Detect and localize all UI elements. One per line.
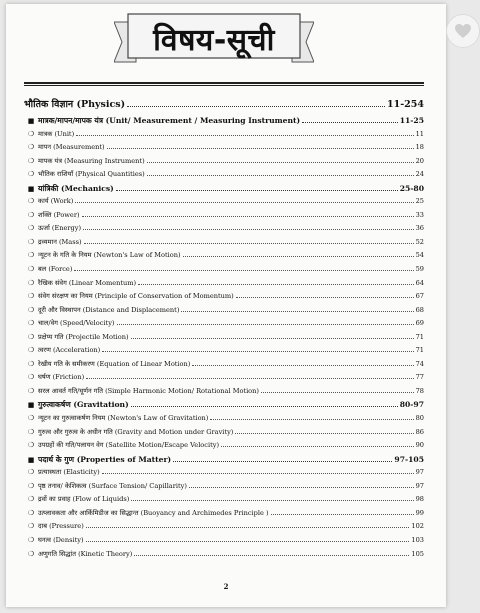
toc-item-title: मापन (Measurement) bbox=[38, 143, 105, 152]
circle-bullet-icon: ❍ bbox=[27, 522, 35, 531]
toc-item-page: 33 bbox=[415, 210, 424, 219]
toc-item-title: अणुगति सिद्धांत (Kinetic Theory) bbox=[38, 549, 133, 558]
toc-item[interactable] bbox=[24, 209, 424, 223]
toc-item-title: न्यूटन का गुरुत्वाकर्षण नियम (Newton's Law of Gravitation) bbox=[38, 414, 209, 423]
toc-item-page: 67 bbox=[415, 292, 424, 301]
toc-item-page: 77 bbox=[415, 373, 424, 382]
heart-icon bbox=[454, 23, 472, 39]
toc-item-title: उपग्रहों की गति/पलायन वेग (Satellite Motion/Escape Velocity) bbox=[38, 441, 220, 450]
circle-bullet-icon: ❍ bbox=[27, 319, 35, 328]
toc-item[interactable] bbox=[24, 263, 424, 277]
toc-item-title: संवेग संरक्षण का नियम (Principle of Conservation of Momentum) bbox=[38, 292, 234, 301]
dot-leader bbox=[107, 142, 414, 149]
toc-item-title: दाब (Pressure) bbox=[38, 522, 84, 531]
toc-item-title: मात्रक (Unit) bbox=[38, 129, 75, 138]
toc-item[interactable] bbox=[24, 507, 424, 521]
toc-item[interactable] bbox=[24, 317, 424, 331]
toc-item-title: न्यूटन के गति के नियम (Newton's Law of Motion) bbox=[38, 251, 181, 260]
dot-leader bbox=[138, 278, 413, 285]
toc-item[interactable] bbox=[24, 548, 424, 562]
toc-item[interactable] bbox=[24, 385, 424, 399]
dot-leader bbox=[102, 345, 413, 352]
square-bullet-icon: ■ bbox=[27, 454, 35, 464]
dot-leader bbox=[189, 481, 414, 488]
toc-item[interactable] bbox=[24, 371, 424, 385]
dot-leader bbox=[82, 210, 414, 217]
toc-item[interactable] bbox=[24, 466, 424, 480]
dot-leader bbox=[86, 535, 410, 542]
circle-bullet-icon: ❍ bbox=[27, 414, 35, 423]
dot-leader bbox=[261, 386, 414, 393]
circle-bullet-icon: ❍ bbox=[27, 386, 35, 395]
toc-item-page: 71 bbox=[415, 346, 424, 355]
dot-leader bbox=[117, 318, 414, 325]
toc-item-page: 105 bbox=[411, 549, 424, 558]
table-of-contents bbox=[24, 96, 424, 561]
dot-leader bbox=[86, 372, 413, 379]
title-banner bbox=[114, 12, 314, 66]
toc-item-page: 90 bbox=[415, 441, 424, 450]
circle-bullet-icon: ❍ bbox=[27, 278, 35, 287]
dot-leader bbox=[131, 494, 413, 501]
toc-item-page: 24 bbox=[415, 170, 424, 179]
square-bullet-icon: ■ bbox=[27, 400, 35, 410]
divider bbox=[24, 85, 424, 86]
circle-bullet-icon: ❍ bbox=[27, 170, 35, 179]
toc-item[interactable] bbox=[24, 155, 424, 169]
toc-item[interactable] bbox=[24, 520, 424, 534]
toc-item-title: रेखीय गति के समीकरण (Equation of Linear Motion) bbox=[38, 359, 191, 368]
toc-item-title: मापक यंत्र (Measuring Instrument) bbox=[38, 156, 145, 165]
toc-item-page: 86 bbox=[415, 427, 424, 436]
dot-leader bbox=[192, 359, 413, 366]
toc-item-title: गुरुत्व और गुरुत्व के अधीन गति (Gravity and Motion under Gravity) bbox=[38, 427, 234, 436]
dot-leader bbox=[221, 440, 414, 447]
toc-item-title: त्वरण (Acceleration) bbox=[38, 346, 101, 355]
toc-item[interactable] bbox=[24, 480, 424, 494]
toc-section-pages: 11-25 bbox=[399, 116, 424, 125]
toc-item[interactable] bbox=[24, 141, 424, 155]
circle-bullet-icon: ❍ bbox=[27, 468, 35, 477]
toc-section-entry[interactable] bbox=[24, 114, 424, 128]
toc-item-page: 78 bbox=[415, 386, 424, 395]
toc-item-title: ऊर्जा (Energy) bbox=[38, 224, 82, 233]
toc-item-title: द्रव्यमान (Mass) bbox=[38, 237, 82, 246]
dot-leader bbox=[183, 251, 414, 258]
toc-item-page: 80 bbox=[415, 414, 424, 423]
toc-item-title: उत्प्लावकता और आर्किमिडीज का सिद्धान्त (Buoyancy and Archimedes Principle ) bbox=[38, 508, 269, 517]
toc-item[interactable] bbox=[24, 412, 424, 426]
toc-item-page: 54 bbox=[415, 251, 424, 260]
dot-leader bbox=[134, 549, 409, 556]
circle-bullet-icon: ❍ bbox=[27, 427, 35, 436]
toc-item[interactable] bbox=[24, 358, 424, 372]
toc-item-page: 68 bbox=[415, 305, 424, 314]
toc-item-page: 25 bbox=[415, 197, 424, 206]
circle-bullet-icon: ❍ bbox=[27, 210, 35, 219]
dot-leader bbox=[76, 129, 413, 136]
toc-item[interactable] bbox=[24, 331, 424, 345]
dot-leader bbox=[147, 169, 414, 176]
dot-leader bbox=[84, 237, 414, 244]
toc-item-page: 36 bbox=[415, 224, 424, 233]
circle-bullet-icon: ❍ bbox=[27, 535, 35, 544]
circle-bullet-icon: ❍ bbox=[27, 292, 35, 301]
toc-item-page: 20 bbox=[415, 156, 424, 165]
toc-item[interactable] bbox=[24, 304, 424, 318]
toc-item-title: घर्षण (Friction) bbox=[38, 373, 85, 382]
toc-item[interactable] bbox=[24, 195, 424, 209]
document-page bbox=[6, 4, 446, 607]
toc-item-page: 59 bbox=[415, 265, 424, 274]
dot-leader bbox=[127, 97, 385, 107]
toc-item[interactable] bbox=[24, 439, 424, 453]
toc-main-entry[interactable] bbox=[24, 96, 424, 114]
toc-item[interactable] bbox=[24, 277, 424, 291]
circle-bullet-icon: ❍ bbox=[27, 346, 35, 355]
page-number: 2 bbox=[223, 582, 229, 591]
toc-item-title: रैखिक संवेग (Linear Momentum) bbox=[38, 278, 137, 287]
circle-bullet-icon: ❍ bbox=[27, 224, 35, 233]
toc-item[interactable] bbox=[24, 168, 424, 182]
dot-leader bbox=[181, 305, 413, 312]
toc-main-title: भौतिक विज्ञान (Physics) bbox=[24, 99, 126, 110]
toc-item-page: 69 bbox=[415, 319, 424, 328]
toc-section-pages: 80-97 bbox=[399, 400, 424, 410]
circle-bullet-icon: ❍ bbox=[27, 197, 35, 206]
dot-leader bbox=[173, 454, 392, 462]
circle-bullet-icon: ❍ bbox=[27, 359, 35, 368]
toc-item-page: 52 bbox=[415, 237, 424, 246]
circle-bullet-icon: ❍ bbox=[27, 265, 35, 274]
toc-item-title: घनत्व (Density) bbox=[38, 535, 84, 544]
toc-item-page: 102 bbox=[411, 522, 424, 531]
circle-bullet-icon: ❍ bbox=[27, 156, 35, 165]
dot-leader bbox=[131, 332, 414, 339]
toc-item[interactable] bbox=[24, 128, 424, 142]
toc-section-pages: 97-105 bbox=[394, 454, 424, 464]
circle-bullet-icon: ❍ bbox=[27, 508, 35, 517]
dot-leader bbox=[74, 264, 413, 271]
toc-item[interactable] bbox=[24, 493, 424, 507]
dot-leader bbox=[102, 467, 414, 474]
toc-item-page: 98 bbox=[415, 495, 424, 504]
square-bullet-icon: ■ bbox=[27, 183, 35, 193]
toc-item-page: 18 bbox=[415, 143, 424, 152]
dot-leader bbox=[302, 115, 398, 123]
toc-item[interactable] bbox=[24, 426, 424, 440]
toc-item-title: द्रवों का प्रवाह (Flow of Liquids) bbox=[38, 495, 130, 504]
dot-leader bbox=[271, 508, 414, 515]
toc-item[interactable] bbox=[24, 344, 424, 358]
toc-item[interactable] bbox=[24, 222, 424, 236]
toc-main-pages: 11-254 bbox=[387, 99, 424, 110]
dot-leader bbox=[83, 223, 414, 230]
toc-item-title: प्रत्यास्थता (Elasticity) bbox=[38, 468, 100, 477]
toc-item-page: 64 bbox=[415, 278, 424, 287]
dot-leader bbox=[235, 427, 413, 434]
toc-section-pages: 25-80 bbox=[399, 183, 424, 193]
toc-item-title: कार्य (Work) bbox=[38, 197, 74, 206]
circle-bullet-icon: ❍ bbox=[27, 305, 35, 314]
toc-section-title: गुरुत्वाकर्षण (Gravitation) bbox=[38, 400, 129, 410]
toc-item[interactable] bbox=[24, 249, 424, 263]
toc-item-title: चाल/वेग (Speed/Velocity) bbox=[38, 319, 115, 328]
toc-item-title: भौतिक राशियाँ (Physical Quantities) bbox=[38, 170, 145, 179]
toc-section-entry[interactable] bbox=[24, 398, 424, 412]
toc-item-title: पृष्ठ तनाव/ केशिकत्व (Surface Tension/ Capillarity) bbox=[38, 481, 187, 490]
circle-bullet-icon: ❍ bbox=[27, 549, 35, 558]
toc-section-title: मात्रक/मापन/मापक यंत्र (Unit/ Measurement / Measuring Instrument) bbox=[38, 116, 301, 125]
divider bbox=[24, 82, 424, 84]
circle-bullet-icon: ❍ bbox=[27, 481, 35, 490]
square-bullet-icon: ■ bbox=[27, 116, 35, 125]
dot-leader bbox=[147, 156, 414, 163]
toc-item-title: शक्ति (Power) bbox=[38, 210, 80, 219]
toc-item-title: बल (Force) bbox=[38, 265, 73, 274]
dot-leader bbox=[86, 521, 410, 528]
circle-bullet-icon: ❍ bbox=[27, 441, 35, 450]
toc-section-title: यांत्रिकी (Mechanics) bbox=[38, 183, 114, 193]
toc-section-title: पदार्थ के गुण (Properties of Matter) bbox=[38, 454, 172, 464]
toc-item-page: 99 bbox=[415, 508, 424, 517]
toc-item[interactable] bbox=[24, 236, 424, 250]
toc-section-entry[interactable] bbox=[24, 182, 424, 196]
circle-bullet-icon: ❍ bbox=[27, 251, 35, 260]
dot-leader bbox=[75, 196, 413, 203]
toc-item-page: 71 bbox=[415, 332, 424, 341]
page-title: विषय-सूची bbox=[153, 23, 275, 58]
toc-section-entry[interactable] bbox=[24, 453, 424, 467]
dot-leader bbox=[210, 413, 413, 420]
circle-bullet-icon: ❍ bbox=[27, 332, 35, 341]
toc-item-page: 103 bbox=[411, 535, 424, 544]
circle-bullet-icon: ❍ bbox=[27, 129, 35, 138]
circle-bullet-icon: ❍ bbox=[27, 373, 35, 382]
circle-bullet-icon: ❍ bbox=[27, 495, 35, 504]
circle-bullet-icon: ❍ bbox=[27, 237, 35, 246]
toc-item-title: दूरी और विस्थापन (Distance and Displacement) bbox=[38, 305, 180, 314]
favorite-button[interactable] bbox=[446, 14, 480, 48]
toc-item-page: 97 bbox=[415, 468, 424, 477]
dot-leader bbox=[131, 400, 398, 408]
toc-item-title: प्रक्षेप्य गति (Projectile Motion) bbox=[38, 332, 129, 341]
dot-leader bbox=[116, 183, 398, 191]
toc-item-page: 74 bbox=[415, 359, 424, 368]
toc-item[interactable] bbox=[24, 534, 424, 548]
toc-item-page: 97 bbox=[415, 481, 424, 490]
toc-item-page: 11 bbox=[415, 129, 424, 138]
circle-bullet-icon: ❍ bbox=[27, 143, 35, 152]
toc-item-title: सरल आवर्त गति/घूर्णन गति (Simple Harmonic Motion/ Rotational Motion) bbox=[38, 386, 259, 395]
toc-item[interactable] bbox=[24, 290, 424, 304]
dot-leader bbox=[236, 291, 414, 298]
